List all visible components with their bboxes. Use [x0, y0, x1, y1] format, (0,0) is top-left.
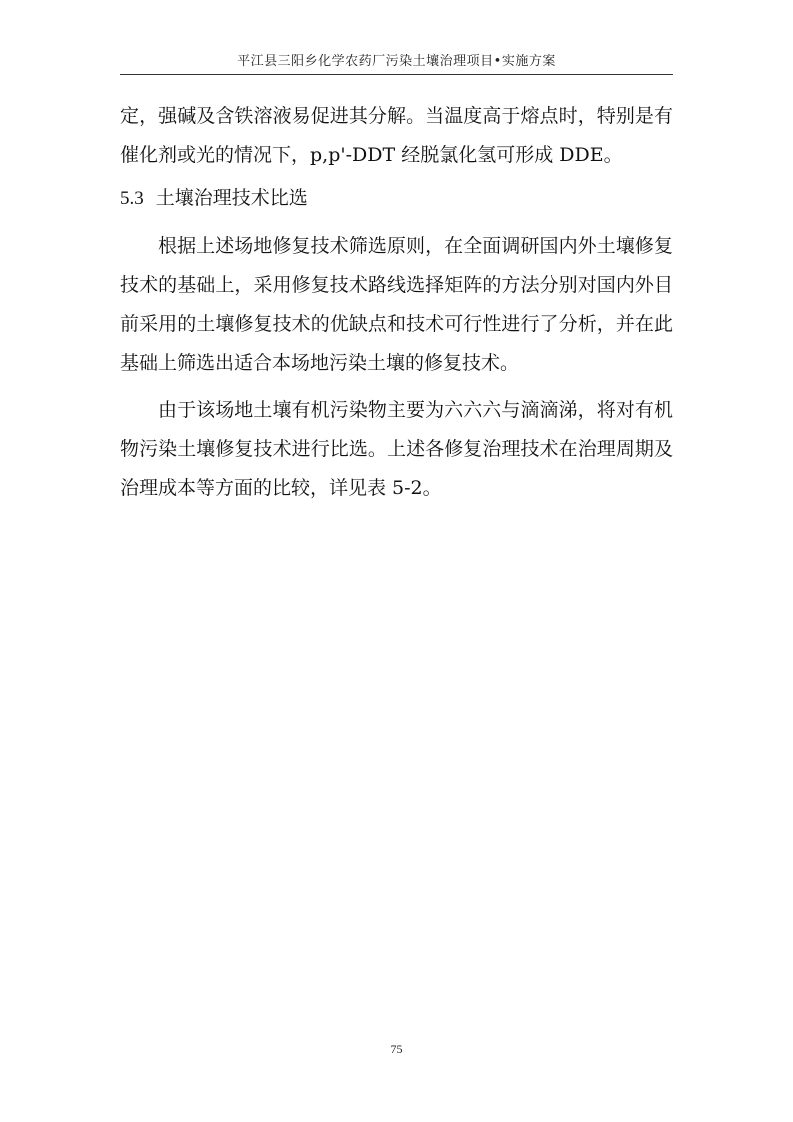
section-number: 5.3: [120, 188, 144, 209]
section-title: 土壤治理技术比选: [155, 187, 308, 209]
header-divider: [120, 74, 673, 75]
section-heading: [120, 183, 308, 214]
paragraph-continuation: 定，强碱及含铁溶液易促进其分解。当温度高于熔点时，特别是有催化剂或光的情况下，p,p'-DDT 经脱氯化氢可形成 DDE。: [120, 105, 673, 166]
page-number: 75: [390, 1042, 403, 1056]
running-header: 平江县三阳乡化学农药厂污染土壤治理项目•实施方案: [237, 54, 556, 69]
paragraph: 根据上述场地修复技术筛选原则，在全面调研国内外土壤修复技术的基础上，采用修复技术路线选择矩阵的方法分别对国内外目前采用的土壤修复技术的优缺点和技术可行性进行了分析，并在此基础上筛选出适合本场地污染土壤的修复技术。: [120, 235, 673, 374]
paragraph: 由于该场地土壤有机污染物主要为六六六与滴滴涕，将对有机物污染土壤修复技术进行比选。上述各修复治理技术在治理周期及治理成本等方面的比较，详见表 5-2。: [120, 399, 673, 499]
